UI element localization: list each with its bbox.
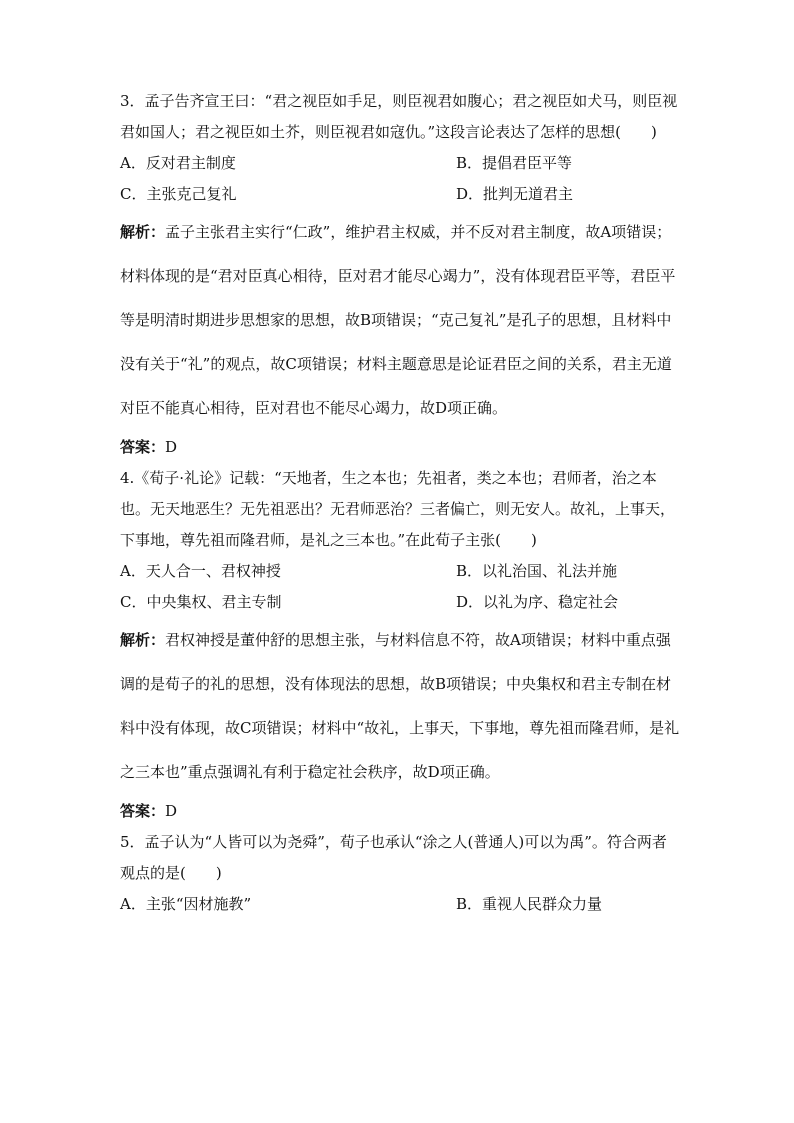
question-3-answer-label: 答案： <box>120 438 166 456</box>
question-5-option-a: A．主张“因材施教” <box>120 895 252 913</box>
question-4-answer <box>120 796 680 827</box>
question-3-stem: 3．孟子告齐宣王曰：“君之视臣如手足，则臣视君如腹心；君之视臣如犬马，则臣视君如国人；君之视臣如土芥，则臣视君如寇仇。”这段言论表达了怎样的思想( ) <box>120 92 678 141</box>
question-3-analysis-text: 孟子主张君主实行“仁政”，维护君主权威，并不反对君主制度，故A项错误；材料体现的是“君对臣真心相待，臣对君才能尽心竭力”，没有体现君臣平等，君臣平等是明清时期进步思想家的思想，故B项错误；“克己复礼”是孔子的思想，且材料中没有关于“礼”的观点，故C项错误；材料主题意思是论证君臣之间的关系，君主无道对臣不能真心相待，臣对君也不能尽心竭力，故D项正确。 <box>120 223 676 417</box>
question-3-analysis-label: 解析： <box>120 223 166 241</box>
question-4-option-b: B．以礼治国、礼法并施 <box>456 562 618 580</box>
question-4-answer-value: D <box>165 802 178 820</box>
question-4-answer-label: 答案： <box>120 802 166 820</box>
question-4-option-c: C．中央集权、君主专制 <box>120 593 282 611</box>
question-5-stem: 5．孟子认为“人皆可以为尧舜”，荀子也承认“涂之人(普通人)可以为禹”。符合两者观点的是( ) <box>120 833 667 882</box>
question-4-options-row-1 <box>120 556 680 587</box>
question-3-answer-value: D <box>165 438 178 456</box>
question-4-option-a: A．天人合一、君权神授 <box>120 562 281 580</box>
question-3-option-c: C．主张克己复礼 <box>120 185 237 203</box>
question-3-answer <box>120 432 680 463</box>
question-5-options-row-1 <box>120 889 680 920</box>
question-4-option-d: D．以礼为序、稳定社会 <box>456 593 619 611</box>
document-content <box>120 86 680 920</box>
question-3-option-b: B．提倡君臣平等 <box>456 154 573 172</box>
question-4-analysis-label: 解析： <box>120 631 166 649</box>
question-5-option-b: B．重视人民群众力量 <box>456 895 603 913</box>
question-3-option-d: D．批判无道君主 <box>456 185 574 203</box>
question-4-analysis-text: 君权神授是董仲舒的思想主张，与材料信息不符，故A项错误；材料中重点强调的是荀子的礼的思想，没有体现法的思想，故B项错误；中央集权和君主专制在材料中没有体现，故C项错误；材料中“故礼，上事天，下事地，尊先祖而隆君师，是礼之三本也”重点强调礼有利于稳定社会秩序，故D项正确。 <box>120 631 680 781</box>
question-3-options-row-1 <box>120 148 680 179</box>
question-4-analysis <box>120 618 680 794</box>
question-3-analysis <box>120 210 680 430</box>
question-3-option-a: A．反对君主制度 <box>120 154 236 172</box>
question-3-options-row-2 <box>120 179 680 210</box>
question-4-options-row-2 <box>120 587 680 618</box>
question-4-stem: 4.《荀子·礼论》记载：“天地者，生之本也；先祖者，类之本也；君师者，治之本也。无天地恶生？无先祖恶出？无君师恶治？三者偏亡，则无安人。故礼，上事天，下事地，尊先祖而隆君师，是礼之三本也。”在此荀子主张( ) <box>120 469 676 549</box>
